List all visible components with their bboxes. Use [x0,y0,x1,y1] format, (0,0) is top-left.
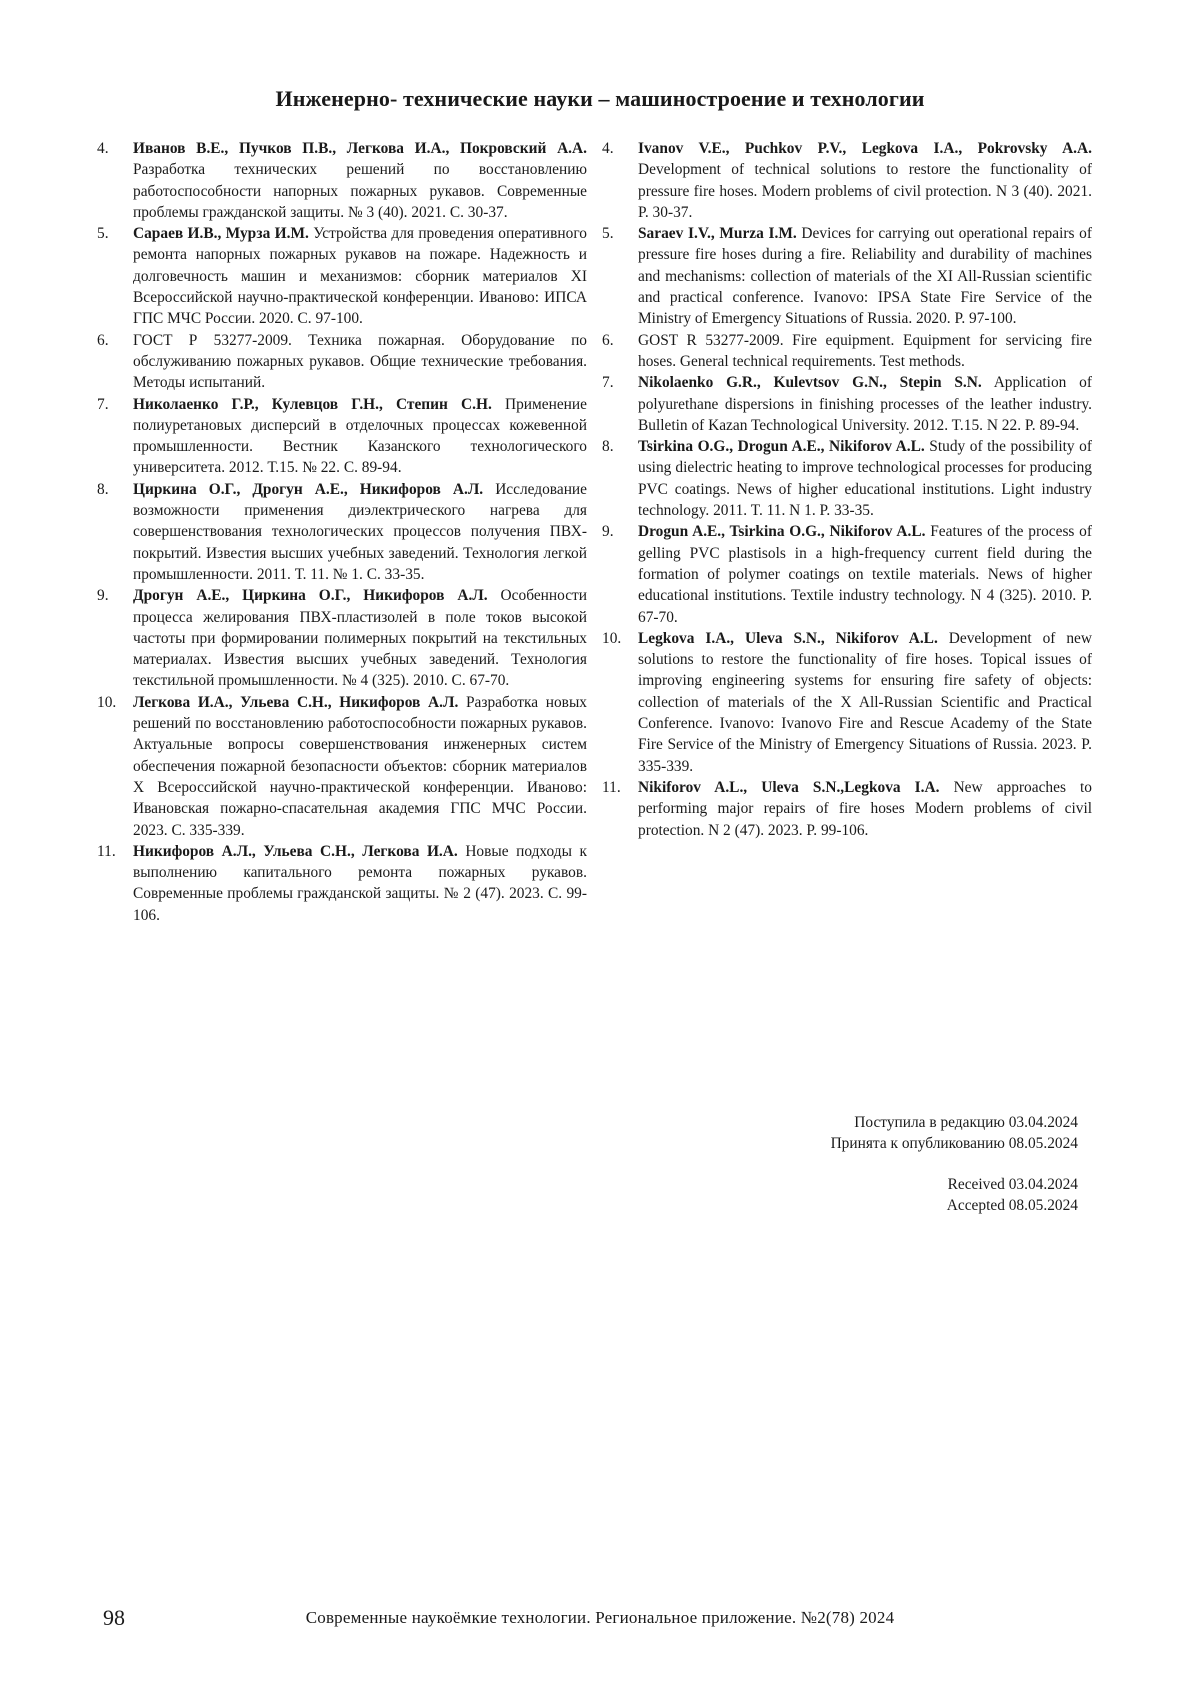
reference-number: 5. [97,225,109,243]
reference-item [97,585,587,691]
reference-text: Study of the possibility of using dielectric heating to improve technological processes for producing PVC coatings. News of higher educational institutions. Light industry technology. 2011. T. 11. N 1. P. 33-35. [638,438,1092,520]
reference-authors: Nikolaenko G.R., Kulevtsov G.N., Stepin S.N. [638,374,982,392]
reference-text: Devices for carrying out operational repairs of pressure fire hoses during a fire. Reliability and durability of machines and mechanisms: collection of materials of the XI All-Russian scientific and practical conference. Ivanovo: IPSA State Fire Service of the Ministry of Emergency Situations of Russia. 2020. P. 97-100. [638,225,1092,328]
reference-text: Исследование возможности применения диэлектрического нагрева для совершенствования технологических процессов получения ПВХ-покрытий. Известия высших учебных заведений. Технология легкой промышленности. 2011. Т. 11. № 1. С. 33-35. [133,480,587,583]
reference-text: Применение полиуретановых дисперсий в отделочных процессах кожевенной промышленности. Вестник Казанского технологического университета. 2012. Т.15. № 22. С. 89-94. [133,395,587,477]
dates-english [947,1174,1078,1217]
reference-text: GOST R 53277-2009. Fire equipment. Equipment for servicing fire hoses. General technical requirements. Test methods. [638,331,1092,370]
reference-item [97,692,587,841]
reference-text: Устройства для проведения оперативного ремонта напорных пожарных рукавов на пожаре. Надежность и долговечность машин и механизмов: сборник материалов XI Всероссийской научно-практической конференции. Иваново: ИПСА ГПС МЧС России. 2020. С. 97-100. [133,225,587,328]
reference-authors: Циркина О.Г., Дрогун А.Е., Никифоров А.Л. [133,480,484,498]
reference-text: Разработка технических решений по восстановлению работоспособности напорных пожарных рукавов. Современные проблемы гражданской защиты. № 3 (40). 2021. С. 30-37. [133,161,587,221]
reference-item [602,372,1092,436]
reference-item [602,521,1092,627]
reference-number: 11. [602,778,621,796]
reference-number: 4. [97,140,109,157]
reference-item [602,777,1092,841]
received-date-en: Received 03.04.2024 [947,1176,1078,1193]
reference-text: Development of technical solutions to restore the functionality of pressure fire hoses. Modern problems of civil protection. N 3 (40). 2021. P. 30-37. [638,161,1092,221]
reference-text: Application of polyurethane dispersions in finishing processes of the leather industry. Bulletin of Kazan Technological University. 2012. T.15. N 22. P. 89-94. [638,374,1092,434]
reference-text: ГОСТ Р 53277-2009. Техника пожарная. Оборудование по обслуживанию пожарных рукавов. Общие технические требования. Методы испытаний. [133,331,587,392]
reference-item [602,223,1092,329]
reference-number: 11. [97,842,116,860]
reference-authors: Saraev I.V., Murza I.M. [638,225,797,243]
reference-number: 9. [602,523,614,541]
reference-authors: Nikiforov A.L., Uleva S.N.,Legkova I.A. [638,778,940,796]
reference-item [97,330,587,394]
reference-item [97,479,587,585]
reference-number: 7. [602,374,614,392]
reference-number: 4. [602,140,614,157]
running-header: Инженерно- технические науки – машиностроение и технологии [275,86,925,111]
reference-text: New approaches to performing major repairs of fire hoses Modern problems of civil protection. N 2 (47). 2023. P. 99-106. [638,778,1092,839]
reference-item [97,223,587,329]
reference-authors: Tsirkina O.G., Drogun A.E., Nikiforov A.L. [638,438,925,456]
accepted-date-en: Accepted 08.05.2024 [946,1197,1078,1215]
reference-item [602,138,1092,223]
reference-number: 8. [602,438,614,456]
journal-footer: Современные наукоёмкие технологии. Региональное приложение. №2(78) 2024 [305,1608,895,1627]
reference-number: 7. [97,395,109,413]
reference-authors: Ivanov V.E., Puchkov P.V., Legkova I.A., Pokrovsky A.A. [638,140,1092,157]
reference-authors: Легкова И.А., Ульева С.Н., Никифоров А.Л. [133,693,459,711]
reference-number: 10. [602,629,622,647]
reference-authors: Дрогун А.Е., Циркина О.Г., Никифоров А.Л. [133,587,488,605]
references-russian [97,138,587,926]
reference-item [602,628,1092,777]
reference-authors: Сараев И.В., Мурза И.М. [133,225,309,243]
reference-text: Development of new solutions to restore the functionality of fire hoses. Topical issues of improving engineering systems for ensuring fire safety of objects: collection of materials of the X All-Russian Scientific and Practical Conference. Ivanovo: Ivanovo Fire and Rescue Academy of the State Fire Service of the Ministry of Emergency Situations of Russia. 2023. P. 335-339. [638,629,1092,775]
page-number: 98 [103,1605,125,1630]
reference-text: Особенности процесса желирования ПВХ-пластизолей в поле токов высокой частоты при формировании полимерных покрытий на текстильных материалах. Известия высших учебных заведений. Технология текстильной промышленности. № 4 (325). 2010. С. 67-70. [133,587,587,690]
reference-item [602,330,1092,373]
reference-number: 5. [602,225,614,243]
reference-item [97,138,587,223]
reference-number: 9. [97,587,109,605]
reference-text: Новые подходы к выполнению капитального ремонта пожарных рукавов. Современные проблемы гражданской защиты. № 2 (47). 2023. С. 99-106. [133,842,587,924]
accepted-date-ru: Принята к опубликованию 08.05.2024 [830,1135,1078,1153]
reference-authors: Никифоров А.Л., Ульева С.Н., Легкова И.А. [133,842,458,860]
reference-authors: Иванов В.Е., Пучков П.В., Легкова И.А., Покровский А.А. [133,140,587,157]
reference-number: 10. [97,693,117,711]
references-english [602,138,1092,841]
reference-text: Разработка новых решений по восстановлению работоспособности пожарных рукавов. Актуальные вопросы совершенствования инженерных систем обеспечения пожарной безопасности объектов: сборник материалов X Всероссийской научно-практической конференции. Иваново: Ивановская пожарно-спасательная академия ГПС МЧС России. 2023. С. 335-339. [133,693,587,839]
reference-number: 6. [602,331,614,349]
reference-authors: Drogun A.E., Tsirkina O.G., Nikiforov A.L. [638,523,926,541]
reference-text: Features of the process of gelling PVC plastisols in a high-frequency current field during the formation of polymer coatings on textile materials. News of higher educational institutions. Textile industry technology. N 4 (325). 2010. P. 67-70. [638,523,1092,626]
reference-number: 6. [97,331,109,349]
reference-authors: Legkova I.A., Uleva S.N., Nikiforov A.L. [638,629,938,647]
reference-item [97,394,587,479]
reference-item [97,841,587,926]
received-date-ru: Поступила в редакцию 03.04.2024 [854,1114,1078,1131]
reference-authors: Николаенко Г.Р., Кулевцов Г.Н., Степин С.Н. [133,395,492,413]
dates-russian [831,1112,1078,1155]
reference-item [602,436,1092,521]
reference-number: 8. [97,480,109,498]
